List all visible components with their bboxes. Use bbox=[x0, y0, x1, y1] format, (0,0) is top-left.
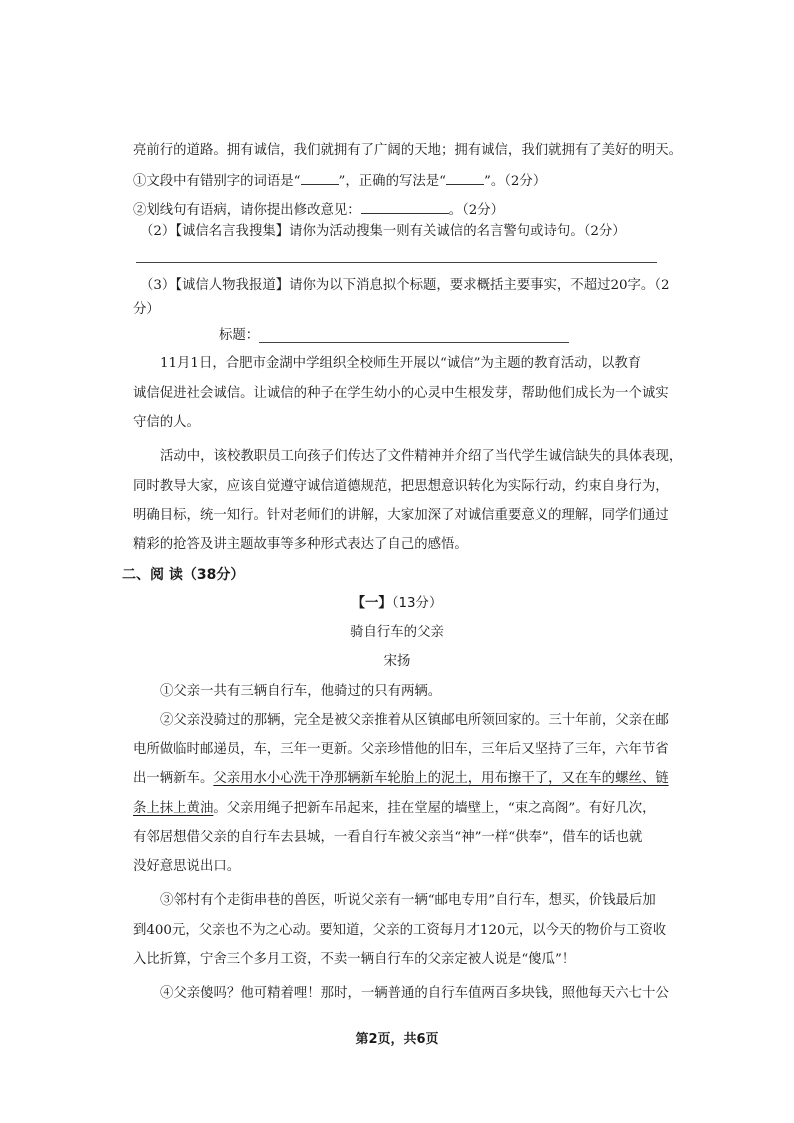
article-p2-line-4 bbox=[133, 799, 656, 819]
question-grammar-prefix: ②划线句有语病，请你提出修改意见： bbox=[133, 203, 361, 218]
article-p4-line-1: ④父亲傻吗？他可精着哩！那时，一辆普通的自行车值两百多块钱，照他每天六七十公 bbox=[160, 986, 669, 1001]
news-line-3: 守信的人。 bbox=[133, 415, 200, 430]
news-line-1: 11月1日，合肥市金湖中学组织全校师生开展以“诚信”为主题的教育活动，以教育 bbox=[160, 356, 642, 371]
article-p2-line-1: ②父亲没骑过的那辆，完全是被父亲推着从区镇邮电所领回家的。三十年前，父亲在邮 bbox=[160, 713, 669, 728]
question-quote: （2）【诚信名言我搜集】请你为活动搜集一则有关诚信的名言警句或诗句。（2分） bbox=[140, 224, 626, 239]
headline-label: 标题： bbox=[219, 328, 260, 343]
news-line-5: 同时教导大家，应该自觉遵守诚信道德规范，把思想意识转化为实际行动，约束自身行为， bbox=[133, 479, 669, 494]
article-p3-line-3: 入比折算，宁舍三个多月工资，不卖一辆自行车的父亲定被人说是“傻瓜”！ bbox=[133, 952, 576, 967]
article-p2-line-3 bbox=[133, 769, 669, 789]
underlined-sentence-part-1: 父亲用水小心洗干净那辆新车轮胎上的泥土，用布擦干了，又在车的螺丝、链 bbox=[213, 771, 669, 786]
article-p2-line-3-plain: 出一辆新车。 bbox=[133, 771, 214, 786]
article-p3-line-1: ③邻村有个走街串巷的兽医，听说父亲有一辆“邮电专用”自行车，想买，价钱最后加 bbox=[160, 893, 656, 908]
news-line-2: 诚信促进社会诚信。让诚信的种子在学生幼小的心灵中生根发芽，帮助他们成长为一个诚实 bbox=[133, 386, 669, 401]
article-p2-line-4-plain: 。父亲用绳子把新车吊起来，挂在堂屋的墙壁上，“束之高阁”。有好几次， bbox=[213, 801, 656, 816]
news-line-7: 精彩的抢答及讲主题故事等多种形式表达了自己的感悟。 bbox=[133, 537, 468, 552]
answer-blank-correct-word[interactable] bbox=[446, 170, 484, 185]
intro-tail-text: 亮前行的道路。拥有诚信，我们就拥有了广阔的天地；拥有诚信，我们就拥有了美好的明天。 bbox=[133, 143, 683, 158]
question-typo bbox=[133, 170, 546, 192]
news-line-4: 活动中，该校教职员工向孩子们传达了文件精神并介绍了当代学生诚信缺失的具体表现， bbox=[160, 449, 683, 464]
article-p2-line-6: 没好意思说出口。 bbox=[133, 859, 241, 874]
article-title: 骑自行车的父亲 bbox=[350, 625, 444, 640]
article-paragraph-1: ①父亲一共有三辆自行车，他骑过的只有两辆。 bbox=[160, 684, 442, 699]
news-line-6: 明确目标，统一知行。针对老师们的讲解，大家加深了对诚信重要意义的理解，同学们通过 bbox=[133, 508, 669, 523]
answer-line-quote[interactable] bbox=[136, 262, 657, 263]
answer-blank-typo-word[interactable] bbox=[301, 170, 339, 185]
answer-blank-revision[interactable] bbox=[361, 199, 449, 214]
page-footer: 第2页，共6页 bbox=[355, 1032, 439, 1047]
question-headline-line2: 分） bbox=[133, 302, 160, 317]
part-heading-label: 【一】 bbox=[351, 596, 392, 611]
part-heading-score: （13分） bbox=[391, 596, 443, 611]
question-grammar-suffix: 。（2分） bbox=[448, 203, 505, 218]
underlined-sentence-part-2: 条上抹上黄油 bbox=[133, 801, 214, 816]
question-typo-prefix: ①文段中有错别字的词语是“ bbox=[133, 174, 301, 189]
question-headline-line1: （3）【诚信人物我报道】请你为以下消息拟个标题，要求概括主要事实，不超过20字。（2 bbox=[140, 278, 670, 293]
article-p3-line-2: 到400元，父亲也不为之心动。要知道，父亲的工资每月才120元，以今天的物价与工资收 bbox=[133, 923, 667, 938]
article-author: 宋扬 bbox=[383, 654, 411, 669]
question-typo-suffix: ”。（2分） bbox=[483, 174, 547, 189]
question-typo-mid: ”，正确的写法是“ bbox=[338, 174, 446, 189]
answer-line-headline[interactable] bbox=[259, 342, 569, 343]
article-p2-line-5: 有邻居想借父亲的自行车去县城，一看自行车被父亲当“神”一样“供奉”，借车的话也就 bbox=[133, 830, 643, 845]
article-p2-line-2: 电所做临时邮递员，车，三年一更新。父亲珍惜他的旧车，三年后又坚持了三年，六年节省 bbox=[133, 742, 669, 757]
question-grammar bbox=[133, 199, 504, 221]
section-heading: 二、阅 读（38分） bbox=[122, 567, 245, 583]
part-heading bbox=[0, 594, 794, 614]
